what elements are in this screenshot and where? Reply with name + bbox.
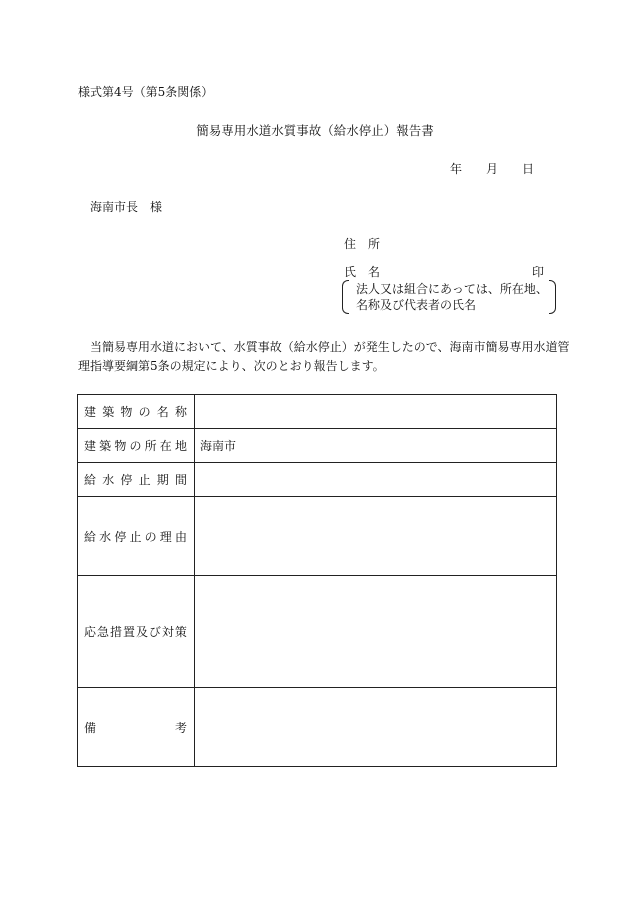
row-label-char: 建	[84, 405, 97, 419]
row-label	[78, 688, 195, 767]
row-label-char: 停	[120, 473, 133, 487]
row-label	[78, 395, 195, 429]
form-number: 様式第4号（第5条関係）	[78, 85, 214, 99]
table-row	[78, 395, 557, 429]
table-row	[78, 429, 557, 463]
row-label-char: の	[129, 439, 142, 453]
row-label-char: の	[144, 529, 157, 544]
row-label-char: 及	[135, 625, 148, 639]
row-value[interactable]	[195, 463, 557, 497]
date-day-label: 日	[522, 162, 535, 176]
seal-label: 印	[532, 265, 545, 279]
row-label-char: 給	[84, 473, 97, 487]
row-label-char: 対	[161, 625, 174, 639]
table-row	[78, 576, 557, 688]
row-value[interactable]	[195, 688, 557, 767]
row-label-char: 期	[156, 473, 169, 487]
body-line-2: 理指導要綱第5条の規定により、次のとおり報告します。	[78, 359, 385, 373]
row-label-char: 策	[174, 625, 187, 639]
left-bracket	[342, 280, 349, 314]
row-label	[78, 429, 195, 463]
row-label-char: 水	[102, 473, 115, 487]
row-label-char: の	[138, 405, 151, 419]
body-line-1: 当簡易専用水道において、水質事故（給水停止）が発生したので、海南市簡易専用水道管	[90, 340, 570, 354]
table-row	[78, 497, 557, 576]
row-label-char: 地	[174, 439, 187, 453]
report-body	[78, 338, 570, 376]
row-label-char: 在	[159, 439, 172, 453]
row-label-char: 由	[174, 529, 187, 544]
row-value[interactable]: 海南市	[195, 429, 557, 463]
row-label-char: 物	[120, 405, 133, 419]
document-title: 簡易専用水道水質事故（給水停止）報告書	[196, 123, 434, 138]
date-month-label: 月	[486, 162, 499, 176]
note-line-1: 法人又は組合にあっては、所在地、	[356, 282, 548, 296]
row-label-char: 名	[156, 405, 169, 419]
right-bracket	[549, 280, 556, 314]
row-label-char: び	[148, 625, 161, 639]
applicant-note-text	[356, 281, 548, 313]
row-label-char: 置	[122, 625, 135, 639]
row-label-char: 急	[96, 625, 109, 639]
table-row	[78, 463, 557, 497]
row-value[interactable]	[195, 395, 557, 429]
row-label-char: 築	[102, 405, 115, 419]
row-label-char: 水	[99, 529, 112, 544]
row-label-char: 間	[174, 473, 187, 487]
row-value[interactable]	[195, 497, 557, 576]
table-row	[78, 688, 557, 767]
row-label-char: 応	[84, 625, 97, 639]
row-label-char: 停	[114, 529, 127, 544]
row-label-char: 給	[84, 529, 97, 544]
row-label	[78, 463, 195, 497]
addressee: 海南市長 様	[90, 200, 163, 214]
note-line-2: 名称及び代表者の氏名	[356, 298, 477, 312]
row-label-char: 築	[99, 439, 112, 453]
address-label: 住 所	[344, 237, 381, 251]
row-label	[78, 497, 195, 576]
row-label-char: 称	[174, 405, 187, 419]
row-value[interactable]	[195, 576, 557, 688]
name-label: 氏 名	[344, 265, 381, 279]
row-label-char: 物	[114, 439, 127, 453]
report-table	[77, 394, 557, 767]
row-label-char: 理	[159, 529, 172, 544]
row-label-char: 所	[144, 439, 157, 453]
row-label-char: 止	[138, 473, 151, 487]
row-label-char: 止	[129, 529, 142, 544]
applicant-note	[342, 278, 556, 316]
date-year-label: 年	[450, 162, 463, 176]
row-label-char: 備	[84, 720, 97, 735]
row-label-char: 措	[109, 625, 122, 639]
row-label-char: 考	[174, 720, 187, 735]
row-label-char: 建	[84, 439, 97, 453]
row-label	[78, 576, 195, 688]
